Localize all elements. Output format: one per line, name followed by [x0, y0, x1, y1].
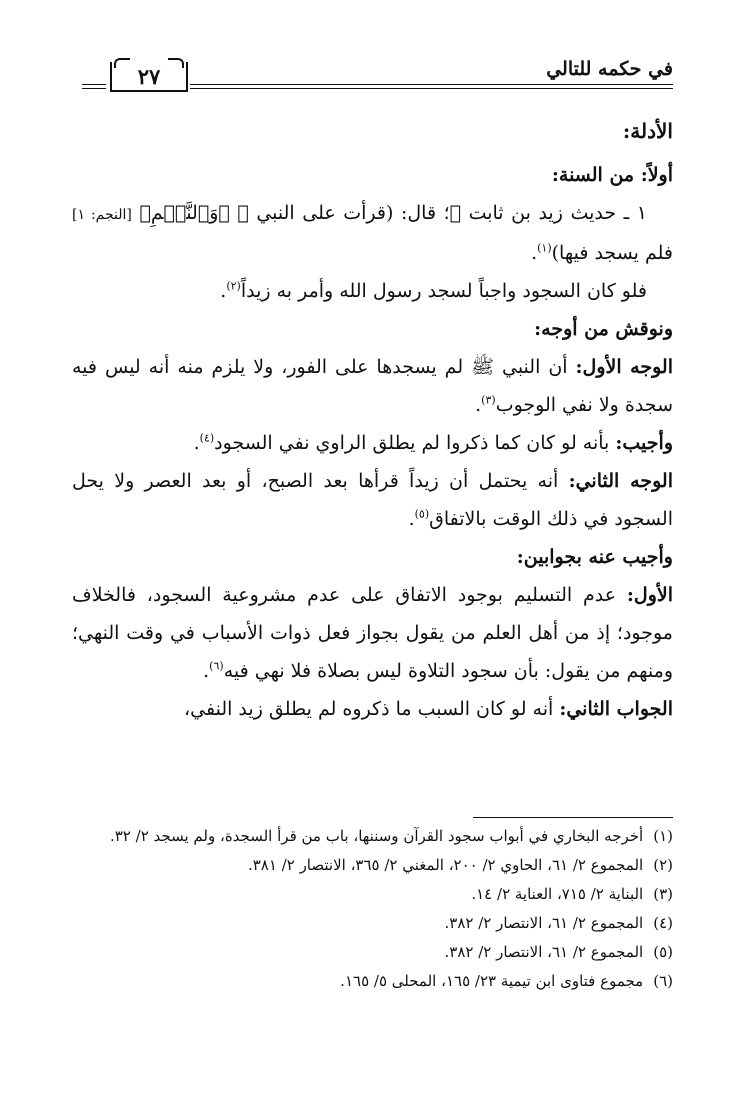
paragraph-answer: وأجيب: بأنه لو كان كما ذكروا لم يطلق الراوي نفي السجود$^{(٤)}$.	[193, 431, 673, 454]
footnote-number: (٦)	[653, 972, 673, 990]
footnote-marker[interactable]: (٤)	[199, 431, 215, 445]
subheading-two-answers: وأجيب عنه بجوابين:	[516, 546, 673, 568]
subheading-objections: ونوقش من أوجه:	[534, 318, 673, 340]
header-rule-left	[82, 88, 106, 89]
footnote-marker[interactable]: (٣)	[481, 393, 496, 407]
subheading-sunnah: أولاً: من السنة:	[551, 164, 673, 186]
paragraph-second-answer	[72, 690, 673, 728]
paragraph-argument: فلو كان السجود واجباً لسجد رسول الله وأمر به زيداً$^{(٢)}$.	[220, 279, 647, 302]
paragraph-first-aspect: الوجه الأول: أن النبي ﷺ لم يسجدها على الفور، ولا يلزم منه أنه ليس فيه سجدة ولا نفي الوجوب$^{(٣)}$.	[72, 356, 673, 416]
hadith-tail: فلم يسجد فيها)	[551, 242, 673, 264]
footnote-text: مجموع فتاوى ابن تيمية ٢٣/ ١٦٥، المحلى ٥/ ١٦٥.	[340, 972, 644, 990]
footnote-number: (٣)	[653, 885, 673, 903]
first-aspect-text: أن النبي ﷺ لم يسجدها على الفور، ولا يلزم منه أنه ليس فيه سجدة ولا نفي الوجوب	[72, 356, 673, 416]
footnote-separator	[473, 817, 673, 818]
first-aspect-label: الوجه الأول:	[575, 356, 673, 378]
footnote-text: المجموع ٢/ ٦١، الحاوي ٢/ ٢٠٠، المغني ٢/ ٣٦٥، الانتصار ٢/ ٣٨١.	[247, 856, 644, 874]
paragraph-first-answer: الأول: عدم التسليم بوجود الاتفاق على عدم مشروعية السجود، فالخلاف موجود؛ إذ من أهل العلم من يقول بجواز فعل ذوات الأسباب في وقت النهي؛ ومنهم من يقول: بأن سجود التلاوة ليس بصلاة فلا نهي فيه$^{(٦)}$.	[72, 584, 673, 682]
footnote-marker[interactable]: (٥)	[414, 507, 430, 521]
footnote-text: أخرجه البخاري في أبواب سجود القرآن وسننها، باب من قرأ السجدة، ولم يسجد ٢/ ٣٢.	[109, 827, 644, 845]
footnote-item	[72, 967, 673, 996]
argument-text: فلو كان السجود واجباً لسجد رسول الله وأمر به زيداً	[240, 280, 647, 302]
second-answer-text: أنه لو كان السبب ما ذكروه لم يطلق زيد النفي،	[184, 698, 554, 720]
footnote-number: (٢)	[653, 856, 673, 874]
hadith-text: ١ ـ حديث زيد بن ثابت ﵁؛ قال: (قرأت على النبي ﷺ ﴿وَٱلنَّجۡمِ﴾	[139, 202, 647, 224]
quran-reference: [النجم: ١]	[72, 207, 132, 223]
answer-label: وأجيب:	[615, 432, 673, 454]
footnote-number: (٤)	[653, 914, 673, 932]
page-number-frame	[110, 62, 188, 92]
paragraph-second-aspect: الوجه الثاني: أنه يحتمل أن زيداً قرأها بعد الصبح، أو بعد العصر ولا يحل السجود في ذلك الوقت بالاتفاق$^{(٥)}$.	[72, 470, 673, 530]
footnote-text: البناية ٢/ ٧١٥، العناية ٢/ ١٤.	[471, 885, 644, 903]
footnote-marker[interactable]: (٢)	[226, 279, 241, 293]
footnote-item	[72, 851, 673, 880]
footnote-text: المجموع ٢/ ٦١، الانتصار ٢/ ٣٨٢.	[444, 943, 644, 961]
footnote-marker[interactable]: (٦)	[209, 659, 224, 673]
footnote-text: المجموع ٢/ ٦١، الانتصار ٢/ ٣٨٢.	[444, 914, 644, 932]
footnote-number: (١)	[653, 827, 673, 845]
page-number: ٢٧	[137, 63, 161, 89]
second-answer-label: الجواب الثاني:	[559, 698, 673, 720]
header-rule	[190, 88, 673, 89]
answer-text: بأنه لو كان كما ذكروا لم يطلق الراوي نفي السجود	[214, 432, 610, 454]
header-rule	[190, 84, 673, 85]
paragraph-hadith: ١ ـ حديث زيد بن ثابت ﵁؛ قال: (قرأت على النبي ﷺ ﴿وَٱلنَّجۡمِ﴾ [النجم: ١] فلم يسجد فيها)$^{(١)}$.	[72, 202, 673, 264]
footnotes	[72, 822, 673, 996]
footnote-item	[72, 880, 673, 909]
footnote-item	[72, 909, 673, 938]
page-header	[82, 52, 673, 92]
section-heading: الأدلة:	[622, 119, 673, 143]
footnote-item	[72, 822, 673, 851]
main-text	[72, 112, 673, 728]
header-rule-left	[82, 84, 106, 85]
footnote-item	[72, 938, 673, 967]
footnote-number: (٥)	[653, 943, 673, 961]
second-aspect-label: الوجه الثاني:	[568, 470, 673, 492]
running-title: في حكمه للتالي	[546, 58, 673, 80]
first-answer-text: عدم التسليم بوجود الاتفاق على عدم مشروعية السجود، فالخلاف موجود؛ إذ من أهل العلم من يقول بجواز فعل ذوات الأسباب في وقت النهي؛ ومنهم من يقول: بأن سجود التلاوة ليس بصلاة فلا نهي فيه	[72, 584, 673, 682]
second-aspect-text: أنه يحتمل أن زيداً قرأها بعد الصبح، أو بعد العصر ولا يحل السجود في ذلك الوقت بالاتفاق	[72, 470, 673, 530]
first-answer-label: الأول:	[626, 584, 673, 606]
footnote-marker[interactable]: (١)	[537, 241, 552, 255]
